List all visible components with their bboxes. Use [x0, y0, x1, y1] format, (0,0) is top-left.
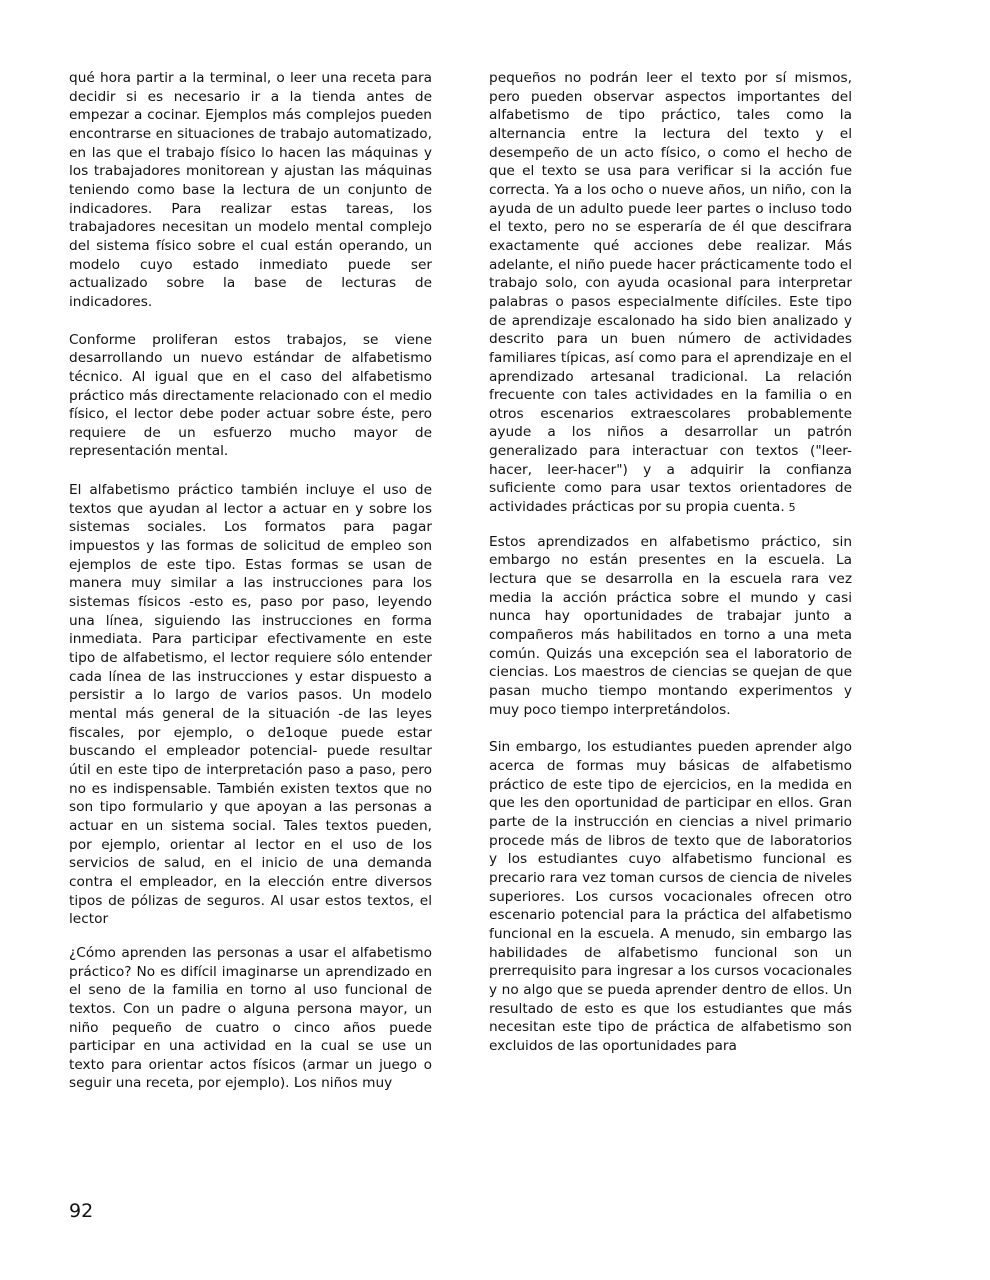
paragraph: Sin embargo, los estudiantes pueden aprender algo acerca de formas muy básicas de alfabetismo práctico de este tipo de ejercicios, en la medida en que les den oportunidad de participar en ellos. Gran parte de la instrucción en ciencias a nivel primario procede más de libros de texto que de laboratorios y los estudiantes cuyo alfabetismo funcional es precario rara vez toman cursos de ciencia de niveles superiores. Los cursos vocacionales ofrecen otro escenario potencial para la práctica del alfabetismo funcional en la escuela. A menudo, sin embargo las habilidades de alfabetismo funcional son un prerrequisito para ingresar a los cursos vocacionales y no algo que se pueda aprender dentro de ellos. Un resultado de esto es que los estudiantes que más necesitan este tipo de práctica de alfabetismo son excluidos de las oportunidades para — [489, 739, 852, 1054]
paragraph — [489, 69, 852, 518]
page-number: 92 — [69, 1200, 94, 1222]
paragraph: El alfabetismo práctico también incluye el uso de textos que ayudan al lector a actuar en y sobre los sistemas sociales. Los formatos para pagar impuestos y las formas de solicitud de empleo son ejemplos de este tipo. Estas formas se usan de manera muy similar a las instrucciones para los sistemas físicos -esto es, paso por paso, leyendo una línea, siguiendo las instrucciones en forma inmediata. Para participar efectivamente en este tipo de alfabetismo, el lector requiere sólo entender cada línea de las instrucciones y estar dispuesto a persistir a lo largo de varios pasos. Un modelo mental más general de la situación -de las leyes fiscales, por ejemplo, o de1oque puede estar buscando el empleador potencial- puede resultar útil en este tipo de interpretación paso a paso, pero no es indispensable. También existen textos que no son tipo formulario y que apoyan a las personas a actuar en un sistema social. Tales textos pueden, por ejemplo, orientar al lector en el uso de los servicios de salud, en el inicio de una demanda contra el empleador, en la elección entre diversos tipos de pólizas de seguros. Al usar estos textos, el lector — [69, 482, 432, 928]
footnote-marker: 5 — [788, 501, 796, 515]
paragraph: Conforme proliferan estos trabajos, se viene desarrollando un nuevo estándar de alfabetismo técnico. Al igual que en el caso del alfabetismo práctico más directamente relacionado con el medio físico, el lector debe poder actuar sobre éste, pero requiere de un esfuerzo mucho mayor de representación mental. — [69, 331, 432, 460]
paragraph: Estos aprendizados en alfabetismo práctico, sin embargo no están presentes en la escuela. La lectura que se desarrolla en la escuela rara vez media la acción práctica sobre el mundo y casi nunca hay oportunidades de trabajar junto a compañeros más habilitados en torno a una meta común. Quizás una excepción sea el laboratorio de ciencias. Los maestros de ciencias se quejan de que pasan mucho tiempo montando experimentos y muy poco tiempo interpretándolos. — [489, 533, 852, 718]
paragraph: qué hora partir a la terminal, o leer una receta para decidir si es necesario ir a la tienda antes de empezar a cocinar. Ejemplos más complejos pueden encontrarse en situaciones de trabajo automatizado, en las que el trabajo físico lo hacen las máquinas y los trabajadores monitorean y ajustan las máquinas teniendo como base la lectura de un conjunto de indicadores. Para realizar estas tareas, los trabajadores necesitan un modelo mental complejo del sistema físico sobre el cual están operando, un modelo cuyo estado inmediato puede ser actualizado sobre la base de lecturas de indicadores. — [69, 70, 432, 310]
right-column — [489, 69, 852, 1070]
paragraph: ¿Cómo aprenden las personas a usar el alfabetismo práctico? No es difícil imaginarse un aprendizado en el seno de la familia en torno al uso funcional de textos. Con un padre o alguna persona mayor, un niño pequeño de cuatro o cinco años puede participar en una actividad en la cual se use un texto para orientar actos físicos (armar un juego o seguir una receta, por ejemplo). Los niños muy — [69, 944, 432, 1092]
left-column — [69, 69, 432, 1108]
paragraph-text: pequeños no podrán leer el texto por sí mismos, pero pueden observar aspectos importantes del alfabetismo de tipo práctico, tales como la alternancia entre la lectura del texto y el desempeño de un acto físico, o como el hecho de que el texto se usa para verificar si la acción fue correcta. Ya a los ocho o nueve años, un niño, con la ayuda de un adulto puede leer partes o incluso todo el texto, pero no se esperaría de él que descifrara exactamente qué acciones debe realizar. Más adelante, el niño puede hacer prácticamente todo el trabajo solo, con ayuda ocasional para interpretar palabras o pasos especialmente difíciles. Este tipo de aprendizaje escalonado ha sido bien analizado y descrito para un buen número de actividades familiares típicas, así como para el aprendizaje en el aprendizado artesanal tradicional. La relación frecuente con tales actividades en la familia o en otros escenarios extraescolares probablemente ayude a los niños a desarrollar un patrón generalizado para interactuar con textos ("leer-hacer, leer-hacer") y a adquirir la confianza suficiente como para usar textos orientadores de actividades prácticas por su propia cuenta. — [489, 70, 852, 516]
